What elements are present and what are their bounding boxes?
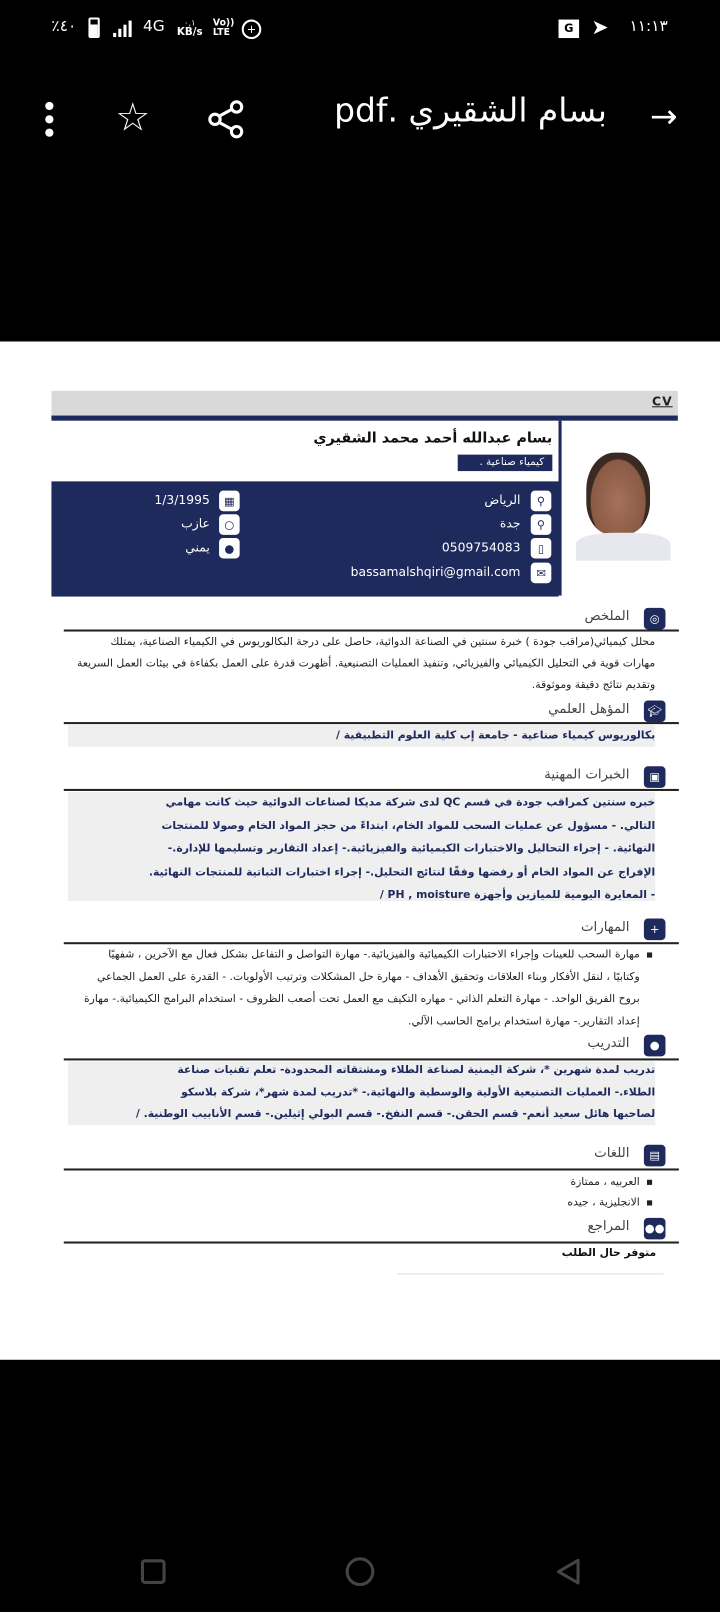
- star-icon[interactable]: ☆: [115, 94, 151, 140]
- email-icon: ✉: [531, 563, 552, 584]
- location-icon: ⚲: [531, 514, 552, 535]
- more-options-icon[interactable]: [43, 101, 55, 138]
- section-divider: [64, 1168, 679, 1170]
- graduation-cap-icon: 🎓︎: [644, 700, 666, 722]
- references-text: متوفر حال الطلب: [561, 1246, 657, 1259]
- location-icon: ⚲: [531, 491, 552, 512]
- network-type: 4G: [142, 16, 165, 35]
- training-text: تدريب لمدة شهرين *، شركة اليمنية لصناعة الطلاء ومشتقاته المحدودة- تعلم تقنيات صناعة الطلاء.- العمليات التصنيعية الأولية والوسطية والنهائية.- *تدريب لمدة شهر*، شركة بلاسكو لصاحبها هائل سعيد أنعم- قسم الحقن.- قسم النفخ.- قسم البولي إثيلين.- قسم الأنابيب الوطنية. /: [135, 1063, 656, 1121]
- job-title: كيمياء صناعية .: [458, 455, 553, 471]
- section-divider: [64, 722, 679, 724]
- data-saver-icon: +: [242, 20, 262, 40]
- info-panel: [51, 481, 558, 596]
- data-speed: ٠,١ KB/s: [176, 18, 203, 39]
- section-title-training: التدريب: [587, 1035, 630, 1052]
- bullet: [647, 1180, 652, 1185]
- profile-photo: [576, 453, 671, 561]
- footer-line: [397, 1273, 663, 1274]
- section-title-skills: المهارات: [580, 919, 630, 935]
- language-item: الانجليزية ، جيده: [567, 1196, 640, 1209]
- language-item: العربيه ، ممتازة: [570, 1175, 640, 1188]
- briefcase-icon: ▣: [644, 766, 666, 788]
- phone-number: 0509754083: [441, 539, 521, 555]
- calendar-icon: ▦: [219, 491, 240, 512]
- section-title-summary: الملخص: [584, 608, 630, 625]
- back-button[interactable]: [553, 1557, 582, 1586]
- phone-icon: ▯: [531, 538, 552, 559]
- skills-text: مهارة السحب للعينات وإجراء الاختبارات الكيميائية والفيزيائية.- مهارة التواصل و التفاعل بشكل فعال مع الآخرين ، شفهيًا وكتابيًا ، لنقل الأفكار وبناء العلاقات وتحقيق الأهداف - مهارة حل المشكلات وترتيب الأولويات. - القدرة على العمل الجماعي بروح الفريق الواحد. - مهارة التعلم الذاتي - مهاره التكيف مع العمل تحت أصعب الظروف - استخدام البرامج الكيميائية.- مهارة إعداد التقارير.- مهارة استخدام برامج الحاسب الآلي.: [83, 948, 640, 1028]
- education-text: بكالوريوس كيمياء صناعية - جامعة إب كلية العلوم التطبيقية /: [336, 729, 656, 742]
- people-icon: ●●: [644, 1218, 666, 1240]
- marital-status: عازب: [181, 516, 210, 531]
- battery-percent: ٪٤٠: [51, 16, 77, 35]
- telegram-icon: ➤: [591, 14, 609, 40]
- bullet: [647, 1200, 652, 1205]
- document-title: بسام الشقيري .pdf: [334, 90, 607, 130]
- header-divider: [51, 416, 677, 421]
- target-icon: ◎: [644, 608, 666, 630]
- recent-apps-button[interactable]: [141, 1559, 166, 1584]
- back-arrow-icon[interactable]: →: [650, 96, 678, 136]
- email-address: bassamalshqiri@gmail.com: [350, 564, 521, 580]
- battery-icon: [88, 17, 99, 38]
- experience-text: خبره سنتين كمراقب جودة في قسم QC لدى شركة مديكا لصناعات الدوائية حيث كانت مهامي التالي. - مسؤول عن عمليات السحب للمواد الخام، ابتداءً من حجز المواد الخام وصولا للمنتجات النهائية. - إجراء التحاليل والاختبارات الكيميائية والفيزيائية.- إعداد التقارير وتسليمها للإدارة.- الإفراج عن المواد الخام أو رفضها وفقًا لنتائج التحليل.- إجراء اختبارات الثباتية للمنتجات النهائية. - المعايرة اليومية للميازين وأجهزة PH , moisture /: [148, 796, 656, 902]
- section-title-references: المراجع: [587, 1218, 630, 1235]
- birth-date: 1/3/1995: [154, 492, 210, 508]
- user-plus-icon: +: [644, 919, 666, 941]
- full-name: بسام عبدالله أحمد محمد الشقيري: [313, 429, 553, 447]
- person-icon: ●: [644, 1035, 666, 1057]
- ring-icon: ○: [219, 514, 240, 535]
- translate-icon: G: [559, 20, 580, 39]
- language-icon: ▤: [644, 1145, 666, 1167]
- home-button[interactable]: [346, 1557, 375, 1586]
- clock: ١١:١٣: [629, 16, 668, 35]
- volte-icon: Vo)) LTE: [212, 18, 235, 39]
- summary-text: محلل كيميائي(مراقب جودة ) خبرة سنتين في الصناعة الدوائية، حاصل على درجة البكالوريوس في الكيمياء الصناعية، يمتلك مهارات قوية في التحليل الكيميائي والفيزيائي، وتنفيذ العمليات التصنيعية. أظهرت قدرة على العمل بكفاءة في بيئات العمل السريعة وتقديم نتائج دقيقة وموثوقة.: [77, 635, 656, 692]
- cv-header-bar: [51, 391, 677, 416]
- nationality: يمني: [185, 539, 210, 555]
- section-title-languages: اللغات: [594, 1145, 630, 1162]
- section-title-education: المؤهل العلمي: [548, 701, 630, 717]
- city-2: جدة: [499, 516, 521, 531]
- city-1: الرياض: [484, 492, 521, 508]
- share-icon[interactable]: [208, 100, 245, 139]
- globe-icon: ●: [219, 538, 240, 559]
- cv-label: CV: [652, 393, 673, 409]
- photo-border: [559, 421, 562, 596]
- bullet: [647, 952, 652, 957]
- section-title-experience: الخبرات المهنية: [544, 767, 630, 783]
